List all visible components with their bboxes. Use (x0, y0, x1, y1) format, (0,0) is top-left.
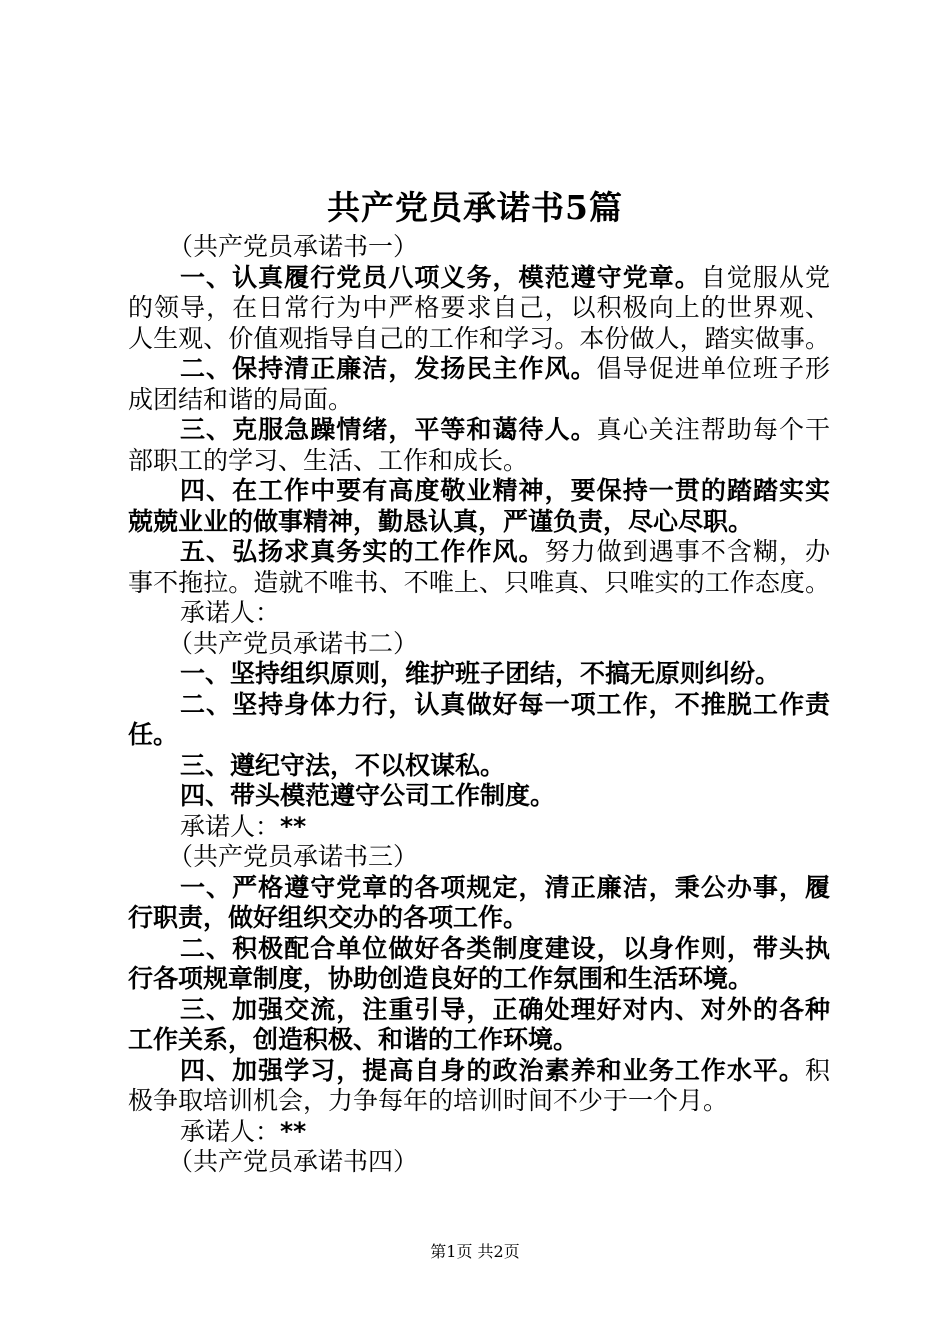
document-title: 共产党员承诺书5篇 (327, 188, 623, 227)
paragraph-1-3-line-1 (128, 415, 830, 446)
page-footer: 第1页 共2页 (430, 1242, 520, 1261)
paragraph-text: 真心关注帮助每个干 (596, 415, 830, 444)
paragraph-lead: 一、认真履行党员八项义务，模范遵守党章。 (180, 262, 701, 292)
paragraph-lead: 三、克服急躁情绪，平等和蔼待人。 (180, 415, 597, 444)
paragraph-text: 自觉服从党 (700, 262, 830, 292)
paragraph-2-2-line-1: 二、坚持身体力行，认真做好每一项工作，不推脱工作责 (180, 689, 830, 719)
paragraph-text: 倡导促进单位班子形 (596, 354, 830, 383)
paragraph-1-4-line-2: 兢兢业业的做事精神，勤恳认真，严谨负责，尽心尽职。 (128, 506, 754, 536)
paragraph-3-3-line-1: 三、加强交流，注重引导，正确处理好对内、对外的各种 (180, 994, 830, 1024)
signer-line-3 (128, 1117, 830, 1148)
paragraph-3-2-line-1: 二、积极配合单位做好各类制度建设，以身作则，带头执 (180, 933, 830, 963)
paragraph-1-4-line-1: 四、在工作中要有高度敬业精神，要保持一贯的踏踏实实 (180, 476, 830, 505)
signer-value: ** (280, 811, 307, 841)
paragraph-2-4: 四、带头模范遵守公司工作制度。 (180, 781, 556, 810)
paragraph-3-2-line-2: 行各项规章制度，协助创造良好的工作氛围和生活环境。 (128, 964, 754, 993)
document-body (128, 232, 830, 1178)
signer-label: 承诺人： (180, 1116, 281, 1146)
paragraph-1-5-line-2: 事不拖拉。造就不唯书、不唯上、只唯真、只唯实的工作态度。 (128, 567, 830, 597)
signer-line-1: 承诺人： (180, 598, 281, 627)
paragraph-lead: 五、弘扬求真务实的工作作风。 (180, 537, 545, 566)
paragraph-3-1-line-1: 一、严格遵守党章的各项规定，清正廉洁，秉公办事，履 (180, 872, 830, 902)
paragraph-1-2-line-1 (128, 354, 830, 385)
paragraph-1-3-line-2: 部职工的学习、生活、工作和成长。 (128, 445, 529, 475)
signer-label: 承诺人： (180, 811, 281, 841)
paragraph-1-2-line-2: 成团结和谐的局面。 (128, 384, 354, 414)
paragraph-1-5-line-1 (128, 537, 830, 568)
paragraph-text: 积 (804, 1055, 830, 1085)
paragraph-2-2-line-2: 任。 (128, 720, 179, 749)
paragraph-1-1-line-2: 的领导，在日常行为中严格要求自己，以积极向上的世界观、 (128, 293, 830, 322)
paragraph-3-3-line-2: 工作关系，创造积极、和谐的工作环境。 (128, 1025, 579, 1054)
paragraph-lead: 四、加强学习，提高自身的政治素养和业务工作水平。 (180, 1055, 805, 1085)
section-heading-1: （共产党员承诺书一） (168, 232, 419, 261)
paragraph-2-1: 一、坚持组织原则，维护班子团结，不搞无原则纠纷。 (180, 659, 781, 688)
paragraph-3-4-line-2: 极争取培训机会，力争每年的培训时间不少于一个月。 (128, 1086, 729, 1115)
paragraph-text: 努力做到遇事不含糊，办 (544, 537, 830, 566)
signer-line-2 (128, 812, 830, 843)
paragraph-1-1-line-1 (128, 263, 830, 294)
paragraph-3-4-line-1 (128, 1056, 830, 1087)
section-heading-3: （共产党员承诺书三） (168, 842, 419, 871)
paragraph-2-3: 三、遵纪守法，不以权谋私。 (180, 750, 506, 780)
signer-value: ** (280, 1116, 307, 1146)
section-heading-2: （共产党员承诺书二） (168, 628, 419, 658)
paragraph-lead: 二、保持清正廉洁，发扬民主作风。 (180, 354, 597, 383)
paragraph-3-1-line-2: 行职责，做好组织交办的各项工作。 (128, 903, 529, 932)
paragraph-1-1-line-3: 人生观、价值观指导自己的工作和学习。本份做人，踏实做事。 (128, 323, 830, 353)
section-heading-4: （共产党员承诺书四） (168, 1147, 419, 1176)
